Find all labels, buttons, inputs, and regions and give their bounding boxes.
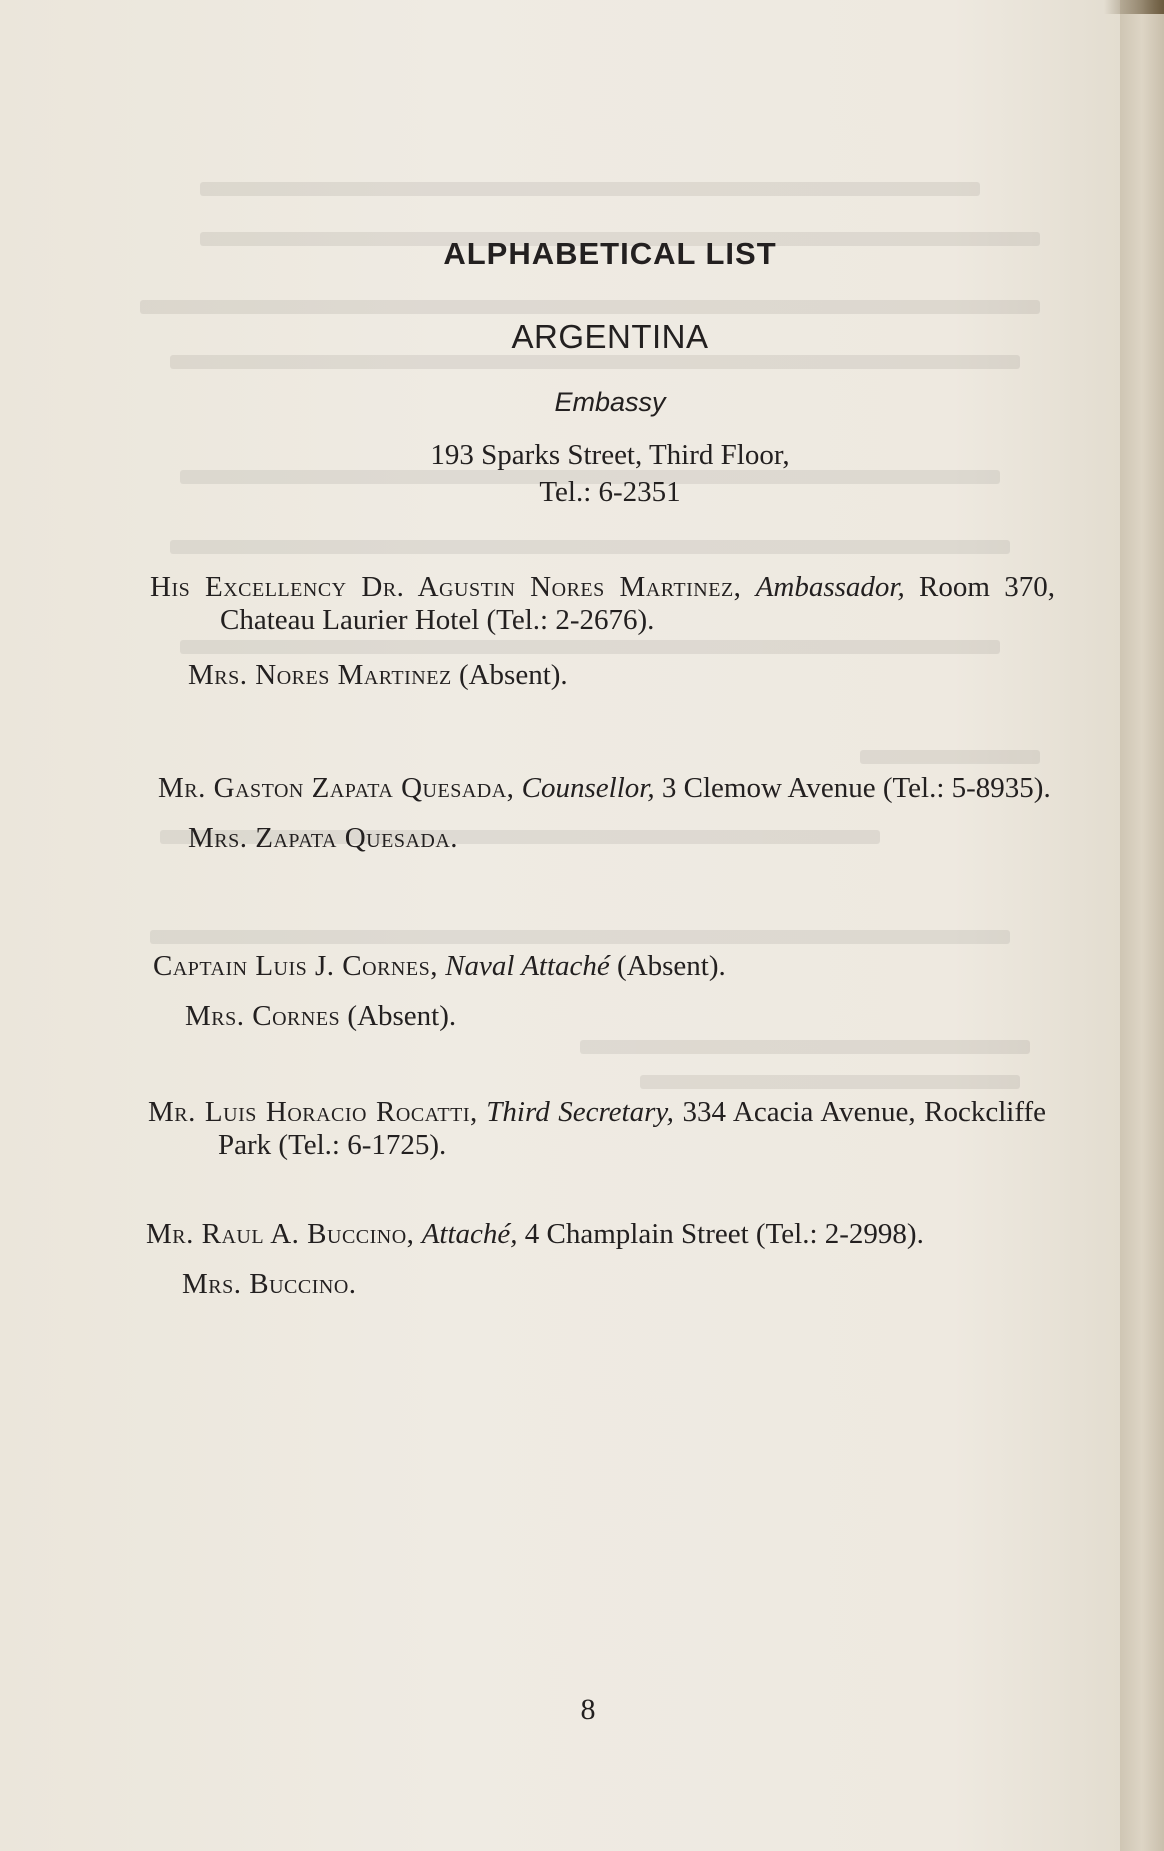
- page-title: ALPHABETICAL LIST: [443, 236, 777, 271]
- address-line-1: 193 Sparks Street, Third Floor,: [430, 439, 790, 471]
- entry-main: [150, 571, 1055, 637]
- entry-main: [146, 1218, 1044, 1251]
- person-name: Mr. Gaston Zapata Quesada,: [158, 772, 515, 804]
- address-line-2: Tel.: 6-2351: [539, 476, 681, 508]
- person-title: Ambassador,: [755, 571, 905, 603]
- page-number: 8: [580, 1693, 596, 1726]
- spouse-line: [158, 822, 1056, 855]
- person-title: Third Secretary,: [486, 1096, 674, 1128]
- person-name: Mr. Raul A. Buccino,: [146, 1218, 415, 1250]
- spouse-note: (Absent).: [340, 1000, 457, 1032]
- spouse-name: Mrs. Buccino.: [182, 1268, 357, 1300]
- entry-main: [153, 950, 1051, 983]
- spouse-name: Mrs. Nores Martinez: [188, 659, 452, 691]
- person-details: Room 370, Chateau Laurier Hotel (Tel.: 2-2676).: [220, 571, 1055, 636]
- person-details: 334 Acacia Avenue, Rockcliffe Park (Tel.: 6-1725).: [218, 1096, 1046, 1161]
- spouse-line: [146, 1268, 1044, 1301]
- page-corner-shadow: [1104, 0, 1164, 14]
- person-details: 4 Champlain Street (Tel.: 2-2998).: [517, 1218, 924, 1250]
- entry-main: [158, 772, 1056, 805]
- person-details: (Absent).: [609, 950, 726, 982]
- person-name: His Excellency Dr. Agustin Nores Martinez,: [150, 571, 742, 603]
- entry-ambassador: [150, 571, 1055, 692]
- page-edge: [1120, 0, 1164, 1851]
- person-name: Captain Luis J. Cornes,: [153, 950, 438, 982]
- person-title: Naval Attaché: [445, 950, 610, 982]
- country-heading: ARGENTINA: [511, 318, 709, 355]
- spouse-name: Mrs. Zapata Quesada.: [188, 822, 459, 854]
- embassy-address: [0, 437, 1164, 511]
- person-name: Mr. Luis Horacio Rocatti,: [148, 1096, 478, 1128]
- entry-third-secretary: [148, 1096, 1046, 1162]
- spouse-line: [150, 659, 1055, 692]
- entry-main: [148, 1096, 1046, 1162]
- mission-type: Embassy: [554, 387, 666, 417]
- entry-naval-attache: [153, 950, 1051, 1033]
- spouse-line: [153, 1000, 1051, 1033]
- entry-attache: [146, 1218, 1044, 1301]
- person-details: 3 Clemow Avenue (Tel.: 5-8935).: [654, 772, 1051, 804]
- spouse-name: Mrs. Cornes: [185, 1000, 341, 1032]
- entry-counsellor: [158, 772, 1056, 855]
- person-title: Attaché,: [421, 1218, 518, 1250]
- spouse-note: (Absent).: [451, 659, 568, 691]
- person-title: Counsellor,: [521, 772, 655, 804]
